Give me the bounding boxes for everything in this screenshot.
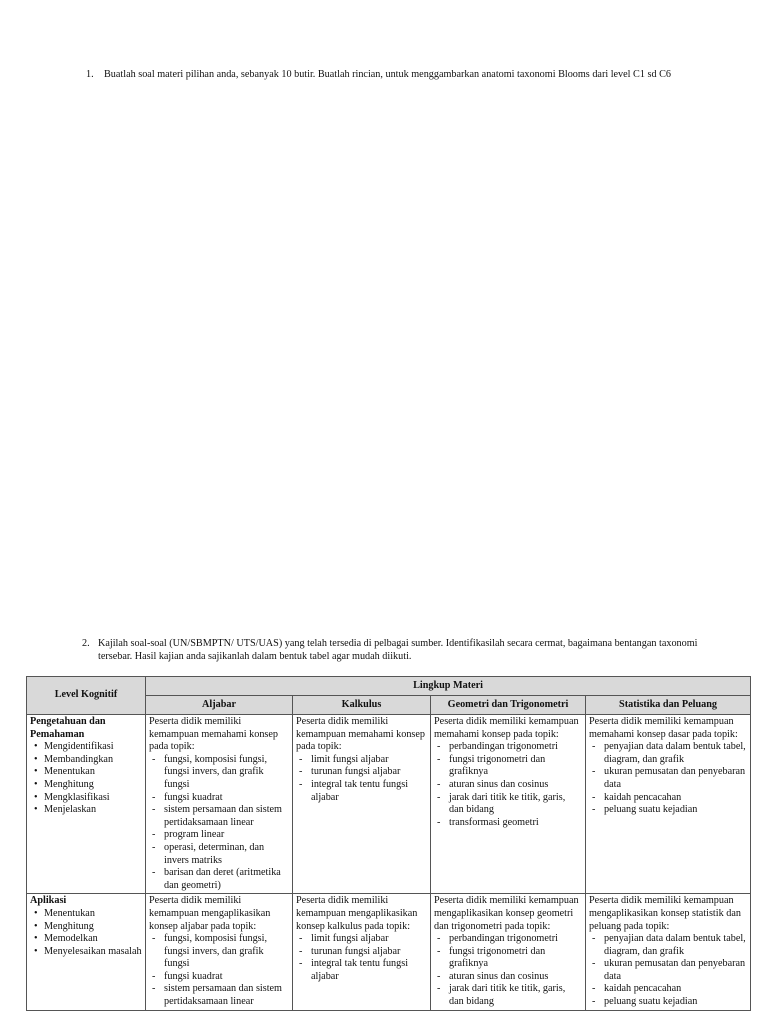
table-row [27,894,751,1010]
topic-list [589,933,747,1009]
topic-intro: Peserta didik memiliki kemampuan memahami konsep pada topik: [149,716,279,753]
column-header-statistika: Statistika dan Peluang [586,696,751,715]
topic-item: - aturan sinus dan cosinus [449,779,582,792]
topic-item: - aturan sinus dan cosinus [449,971,582,984]
level-skill-item: • Menghitung [44,921,142,934]
question-2-number: 2. [82,638,90,649]
topic-item: - transformasi geometri [449,817,582,830]
topic-cell [586,894,751,1010]
topic-intro: Peserta didik memiliki kemampuan mengaplikasikan konsep aljabar pada topik: [149,895,271,932]
topic-intro: Peserta didik memiliki kemampuan mengaplikasikan konsep statistik dan peluang pada topik: [589,895,741,932]
question-2 [82,638,722,663]
level-skill-item: • Memodelkan [44,933,142,946]
question-1 [86,69,706,82]
topic-intro: Peserta didik memiliki kemampuan memahami konsep dasar pada topik: [589,716,738,740]
level-header: Level Kognitif [27,677,146,715]
topic-item: - peluang suatu kejadian [604,804,747,817]
topic-item: - penyajian data dalam bentuk tabel, diagram, dan grafik [604,933,747,958]
topic-item: - sistem persamaan dan sistem pertidaksamaan linear [164,983,289,1008]
topic-item: - integral tak tentu fungsi aljabar [311,779,427,804]
topic-list [296,754,427,804]
topic-cell [146,894,293,1010]
topic-intro: Peserta didik memiliki kemampuan memahami konsep pada topik: [434,716,579,740]
topic-item: - limit fungsi aljabar [311,933,427,946]
column-header-kalkulus: Kalkulus [293,696,431,715]
topic-intro: Peserta didik memiliki kemampuan mengaplikasikan konsep geometri dan trigonometri pada topik: [434,895,579,932]
topic-item: - perbandingan trigonometri [449,933,582,946]
topic-cell [293,894,431,1010]
topic-item: - limit fungsi aljabar [311,754,427,767]
topic-item: - ukuran pemusatan dan penyebaran data [604,958,747,983]
topic-item: - penyajian data dalam bentuk tabel, diagram, dan grafik [604,741,747,766]
level-title: Pengetahuan dan Pemahaman [30,716,106,740]
topic-item: - perbandingan trigonometri [449,741,582,754]
topic-cell [431,715,586,894]
taxonomy-table [26,676,751,1011]
table-body [27,715,751,1011]
question-1-text: Buatlah soal materi pilihan anda, sebanyak 10 butir. Buatlah rincian, untuk menggambarkan anatomi taxonomi Blooms dari level C1 sd C6 [104,69,671,80]
topic-list [149,754,289,893]
topic-intro: Peserta didik memiliki kemampuan memahami konsep pada topik: [296,716,426,753]
column-header-aljabar: Aljabar [146,696,293,715]
topic-item: - fungsi trigonometri dan grafiknya [449,754,582,779]
topic-item: - jarak dari titik ke titik, garis, dan bidang [449,792,582,817]
topic-item: - fungsi, komposisi fungsi, fungsi invers, dan grafik fungsi [164,933,289,971]
topic-cell [586,715,751,894]
column-header-geometri: Geometri dan Trigonometri [431,696,586,715]
topic-item: - barisan dan deret (aritmetika dan geometri) [164,867,289,892]
topic-list [589,741,747,817]
topic-item: - ukuran pemusatan dan penyebaran data [604,766,747,791]
topic-item: - program linear [164,829,289,842]
topic-item: - integral tak tentu fungsi aljabar [311,958,427,983]
topic-item: - turunan fungsi aljabar [311,946,427,959]
level-skill-item: • Membandingkan [44,754,142,767]
topic-item: - kaidah pencacahan [604,792,747,805]
level-skill-item: • Menentukan [44,766,142,779]
topic-cell [431,894,586,1010]
topic-item: - kaidah pencacahan [604,983,747,996]
level-skill-item: • Mengklasifikasi [44,792,142,805]
topic-cell [146,715,293,894]
level-skill-item: • Menyelesaikan masalah [44,946,142,959]
topic-item: - fungsi kuadrat [164,792,289,805]
question-2-text: Kajilah soal-soal (UN/SBMPTN/ UTS/UAS) yang telah tersedia di pelbagai sumber. Identifikasilah secara cermat, bagaimana bentangan taxonomi tersebar. Hasil kajian anda sajikanlah dalam bentuk tabel agar mudah diikuti. [98,638,698,662]
topic-intro: Peserta didik memiliki kemampuan mengaplikasikan konsep kalkulus pada topik: [296,895,418,932]
level-skill-item: • Menghitung [44,779,142,792]
topic-item: - fungsi, komposisi fungsi, fungsi invers, dan grafik fungsi [164,754,289,792]
topic-cell [293,715,431,894]
table-row [27,715,751,894]
topic-item: - fungsi kuadrat [164,971,289,984]
question-1-number: 1. [86,69,94,80]
topic-list [296,933,427,983]
level-skill-list [30,741,142,817]
topic-list [434,741,582,829]
topic-item: - turunan fungsi aljabar [311,766,427,779]
topic-item: - operasi, determinan, dan invers matriks [164,842,289,867]
topic-item: - fungsi trigonometri dan grafiknya [449,946,582,971]
level-skill-item: • Menentukan [44,908,142,921]
topic-list [149,933,289,1009]
topic-item: - peluang suatu kejadian [604,996,747,1009]
level-skill-list [30,908,142,958]
level-cell [27,894,146,1010]
topic-item: - sistem persamaan dan sistem pertidaksamaan linear [164,804,289,829]
group-header: Lingkup Materi [146,677,751,696]
level-skill-item: • Menjelaskan [44,804,142,817]
level-skill-item: • Mengidentifikasi [44,741,142,754]
topic-item: - jarak dari titik ke titik, garis, dan bidang [449,983,582,1008]
level-cell [27,715,146,894]
level-title: Aplikasi [30,895,67,907]
topic-list [434,933,582,1009]
